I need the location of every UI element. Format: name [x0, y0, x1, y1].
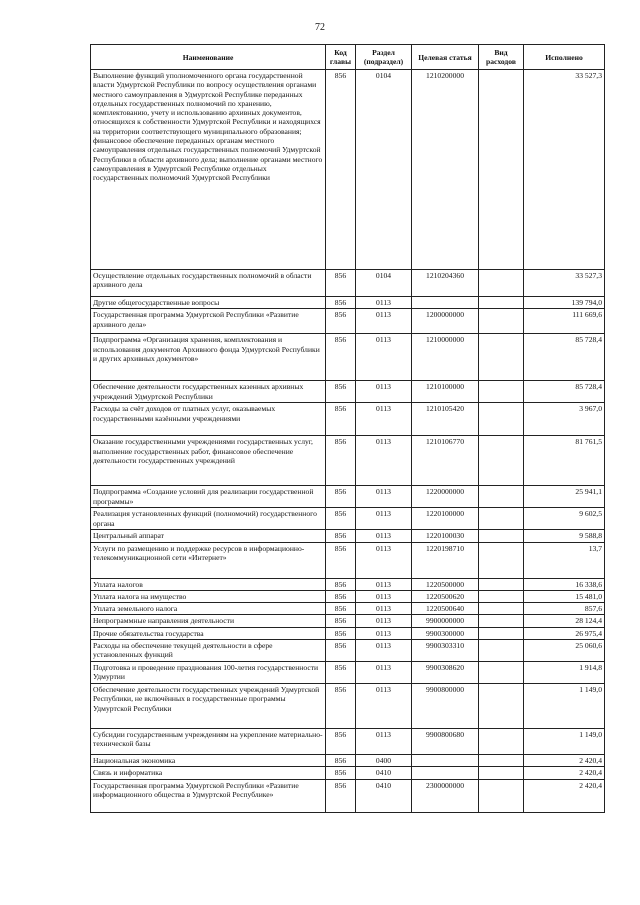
cell-type [479, 640, 524, 662]
cell-section: 0113 [356, 662, 412, 684]
cell-name: Осуществление отдельных государственных полномочий в области архивного дела [91, 270, 326, 297]
cell-code: 856 [326, 334, 356, 381]
cell-name: Расходы за счёт доходов от платных услуг, оказываемых государственными казёнными учреждениями [91, 403, 326, 436]
cell-section: 0113 [356, 508, 412, 530]
cell-amount: 33 527,3 [524, 270, 605, 297]
cell-name: Другие общегосударственные вопросы [91, 297, 326, 309]
cell-target [412, 767, 479, 779]
cell-amount: 857,6 [524, 603, 605, 615]
cell-code: 856 [326, 486, 356, 508]
page-number: 72 [315, 22, 325, 33]
header-code: Код главы [326, 45, 356, 70]
table-row [91, 530, 605, 542]
cell-code: 856 [326, 640, 356, 662]
cell-code: 856 [326, 767, 356, 779]
cell-name: Национальная экономика [91, 755, 326, 767]
cell-section: 0113 [356, 578, 412, 590]
cell-amount: 15 481,0 [524, 590, 605, 602]
cell-target: 1220500000 [412, 578, 479, 590]
cell-amount: 33 527,3 [524, 70, 605, 270]
cell-name: Реализация установленных функций (полномочий) государственного органа [91, 508, 326, 530]
cell-target: 9900303310 [412, 640, 479, 662]
cell-code: 856 [326, 309, 356, 334]
cell-amount: 9 588,8 [524, 530, 605, 542]
cell-code: 856 [326, 530, 356, 542]
cell-type [479, 590, 524, 602]
cell-target: 1210200000 [412, 70, 479, 270]
cell-section: 0113 [356, 381, 412, 403]
cell-target [412, 297, 479, 309]
cell-type [479, 684, 524, 729]
cell-type [479, 767, 524, 779]
cell-amount: 2 420,4 [524, 767, 605, 779]
cell-code: 856 [326, 403, 356, 436]
cell-section: 0113 [356, 640, 412, 662]
cell-amount: 13,7 [524, 542, 605, 578]
cell-target: 9900308620 [412, 662, 479, 684]
cell-name: Непрограммные направления деятельности [91, 615, 326, 627]
cell-amount: 2 420,4 [524, 755, 605, 767]
cell-target: 9900800000 [412, 684, 479, 729]
cell-amount: 25 941,1 [524, 486, 605, 508]
cell-target: 1220198710 [412, 542, 479, 578]
cell-type [479, 381, 524, 403]
cell-name: Расходы на обеспечение текущей деятельности в сфере установленных функций [91, 640, 326, 662]
cell-code: 856 [326, 436, 356, 486]
cell-section: 0113 [356, 309, 412, 334]
cell-target: 9900000000 [412, 615, 479, 627]
cell-amount: 85 728,4 [524, 334, 605, 381]
cell-name: Прочие обязательства государства [91, 627, 326, 639]
table-row [91, 486, 605, 508]
cell-code: 856 [326, 70, 356, 270]
table-row [91, 542, 605, 578]
cell-code: 856 [326, 684, 356, 729]
cell-type [479, 578, 524, 590]
header-name: Наименование [91, 45, 326, 70]
cell-name: Уплата налогов [91, 578, 326, 590]
cell-type [479, 755, 524, 767]
cell-section: 0113 [356, 486, 412, 508]
cell-amount: 2 420,4 [524, 779, 605, 812]
cell-target: 1210100000 [412, 381, 479, 403]
cell-target: 9900300000 [412, 627, 479, 639]
cell-code: 856 [326, 590, 356, 602]
header-expense-type: Вид расходов [479, 45, 524, 70]
cell-type [479, 270, 524, 297]
table-row [91, 70, 605, 270]
cell-section: 0410 [356, 779, 412, 812]
cell-type [479, 403, 524, 436]
cell-target: 1220100030 [412, 530, 479, 542]
cell-target: 1210106770 [412, 436, 479, 486]
cell-type [479, 530, 524, 542]
cell-section: 0113 [356, 530, 412, 542]
cell-target: 1220000000 [412, 486, 479, 508]
cell-amount: 25 060,6 [524, 640, 605, 662]
table-row [91, 767, 605, 779]
cell-section: 0113 [356, 590, 412, 602]
table-row [91, 309, 605, 334]
cell-name: Связь и информатика [91, 767, 326, 779]
cell-section: 0113 [356, 297, 412, 309]
table-header-row [91, 45, 605, 70]
table-row [91, 603, 605, 615]
cell-name: Подпрограмма «Создание условий для реализации государственной программы» [91, 486, 326, 508]
cell-section: 0400 [356, 755, 412, 767]
budget-table [90, 44, 605, 813]
cell-name: Субсидии государственным учреждениям на укрепление материально-технической базы [91, 729, 326, 755]
cell-name: Подпрограмма «Организация хранения, комплектования и использования документов Архивного фонда Удмуртской Республики и других архивных документов» [91, 334, 326, 381]
cell-name: Обеспечение деятельности государственных учреждений Удмуртской Республики, не включённых в государственные программы Удмуртской Республики [91, 684, 326, 729]
cell-type [479, 486, 524, 508]
cell-code: 856 [326, 270, 356, 297]
cell-section: 0113 [356, 729, 412, 755]
cell-amount: 81 761,5 [524, 436, 605, 486]
cell-section: 0104 [356, 70, 412, 270]
cell-name: Оказание государственными учреждениями государственных услуг, выполнение государственных работ, финансовое обеспечение деятельности государственных учреждений [91, 436, 326, 486]
cell-name: Центральный аппарат [91, 530, 326, 542]
cell-amount: 85 728,4 [524, 381, 605, 403]
cell-type [479, 779, 524, 812]
cell-section: 0410 [356, 767, 412, 779]
cell-name: Подготовка и проведение празднования 100-летия государственности Удмуртии [91, 662, 326, 684]
cell-section: 0113 [356, 436, 412, 486]
cell-name: Уплата налога на имущество [91, 590, 326, 602]
table-row [91, 627, 605, 639]
header-amount: Исполнено [524, 45, 605, 70]
cell-amount: 111 669,6 [524, 309, 605, 334]
cell-target: 1220500620 [412, 590, 479, 602]
table-row [91, 270, 605, 297]
cell-section: 0113 [356, 684, 412, 729]
cell-target: 1210000000 [412, 334, 479, 381]
cell-code: 856 [326, 578, 356, 590]
cell-type [479, 662, 524, 684]
cell-amount: 3 967,0 [524, 403, 605, 436]
cell-section: 0113 [356, 603, 412, 615]
cell-amount: 16 338,6 [524, 578, 605, 590]
cell-target [412, 755, 479, 767]
cell-name: Обеспечение деятельности государственных казенных архивных учреждений Удмуртской Республики [91, 381, 326, 403]
cell-code: 856 [326, 297, 356, 309]
cell-target: 1220100000 [412, 508, 479, 530]
cell-type [479, 603, 524, 615]
table-row [91, 334, 605, 381]
cell-section: 0113 [356, 403, 412, 436]
table-row [91, 615, 605, 627]
cell-target: 2300000000 [412, 779, 479, 812]
cell-amount: 9 602,5 [524, 508, 605, 530]
cell-section: 0113 [356, 615, 412, 627]
cell-type [479, 334, 524, 381]
cell-amount: 28 124,4 [524, 615, 605, 627]
table-row [91, 508, 605, 530]
cell-code: 856 [326, 542, 356, 578]
cell-amount: 139 794,0 [524, 297, 605, 309]
table-row [91, 684, 605, 729]
table-row [91, 381, 605, 403]
table-row [91, 640, 605, 662]
cell-target: 9900800680 [412, 729, 479, 755]
cell-code: 856 [326, 755, 356, 767]
table-row [91, 403, 605, 436]
cell-name: Услуги по размещению и поддержке ресурсов в информационно-телекоммуникационной сети «Интернет» [91, 542, 326, 578]
cell-name: Государственная программа Удмуртской Республики «Развитие архивного дела» [91, 309, 326, 334]
cell-target: 1210204360 [412, 270, 479, 297]
cell-section: 0113 [356, 334, 412, 381]
cell-section: 0104 [356, 270, 412, 297]
cell-type [479, 615, 524, 627]
cell-type [479, 436, 524, 486]
cell-type [479, 297, 524, 309]
cell-code: 856 [326, 508, 356, 530]
cell-code: 856 [326, 627, 356, 639]
table-row [91, 729, 605, 755]
cell-name: Государственная программа Удмуртской Республики «Развитие информационного общества в Удмуртской Республике» [91, 779, 326, 812]
cell-type [479, 508, 524, 530]
cell-code: 856 [326, 662, 356, 684]
cell-amount: 26 975,4 [524, 627, 605, 639]
table-row [91, 779, 605, 812]
cell-code: 856 [326, 615, 356, 627]
cell-type [479, 729, 524, 755]
cell-amount: 1 149,0 [524, 684, 605, 729]
cell-code: 856 [326, 381, 356, 403]
cell-type [479, 70, 524, 270]
header-section: Раздел (подраздел) [356, 45, 412, 70]
cell-target: 1220500640 [412, 603, 479, 615]
table-row [91, 590, 605, 602]
cell-target: 1210105420 [412, 403, 479, 436]
table-row [91, 297, 605, 309]
table-row [91, 436, 605, 486]
cell-name: Уплата земельного налога [91, 603, 326, 615]
table-row [91, 755, 605, 767]
table-row [91, 578, 605, 590]
cell-type [479, 309, 524, 334]
cell-code: 856 [326, 603, 356, 615]
cell-section: 0113 [356, 542, 412, 578]
cell-code: 856 [326, 729, 356, 755]
cell-target: 1200000000 [412, 309, 479, 334]
cell-section: 0113 [356, 627, 412, 639]
cell-code: 856 [326, 779, 356, 812]
cell-amount: 1 914,8 [524, 662, 605, 684]
cell-type [479, 542, 524, 578]
header-target: Целевая статья [412, 45, 479, 70]
cell-type [479, 627, 524, 639]
table-row [91, 662, 605, 684]
cell-amount: 1 149,0 [524, 729, 605, 755]
cell-name: Выполнение функций уполномоченного органа государственной власти Удмуртской Республики по вопросу осуществления органами местного самоуправления в Удмуртской Республике переданных отдельных государственных полномочий по хранению, комплектованию, учету и использованию архивных документов, относящихся к собственности Удмуртской Республики и находящихся на территории соответствующего муниципального образования; финансовое обеспечение переданных органам местного самоуправления отдельных государственных полномочий Удмуртской Республики в области архивного дела; выполнение органами местного самоуправления в Удмуртской Республике отдельных государственных полномочий Удмуртской Республики [91, 70, 326, 270]
